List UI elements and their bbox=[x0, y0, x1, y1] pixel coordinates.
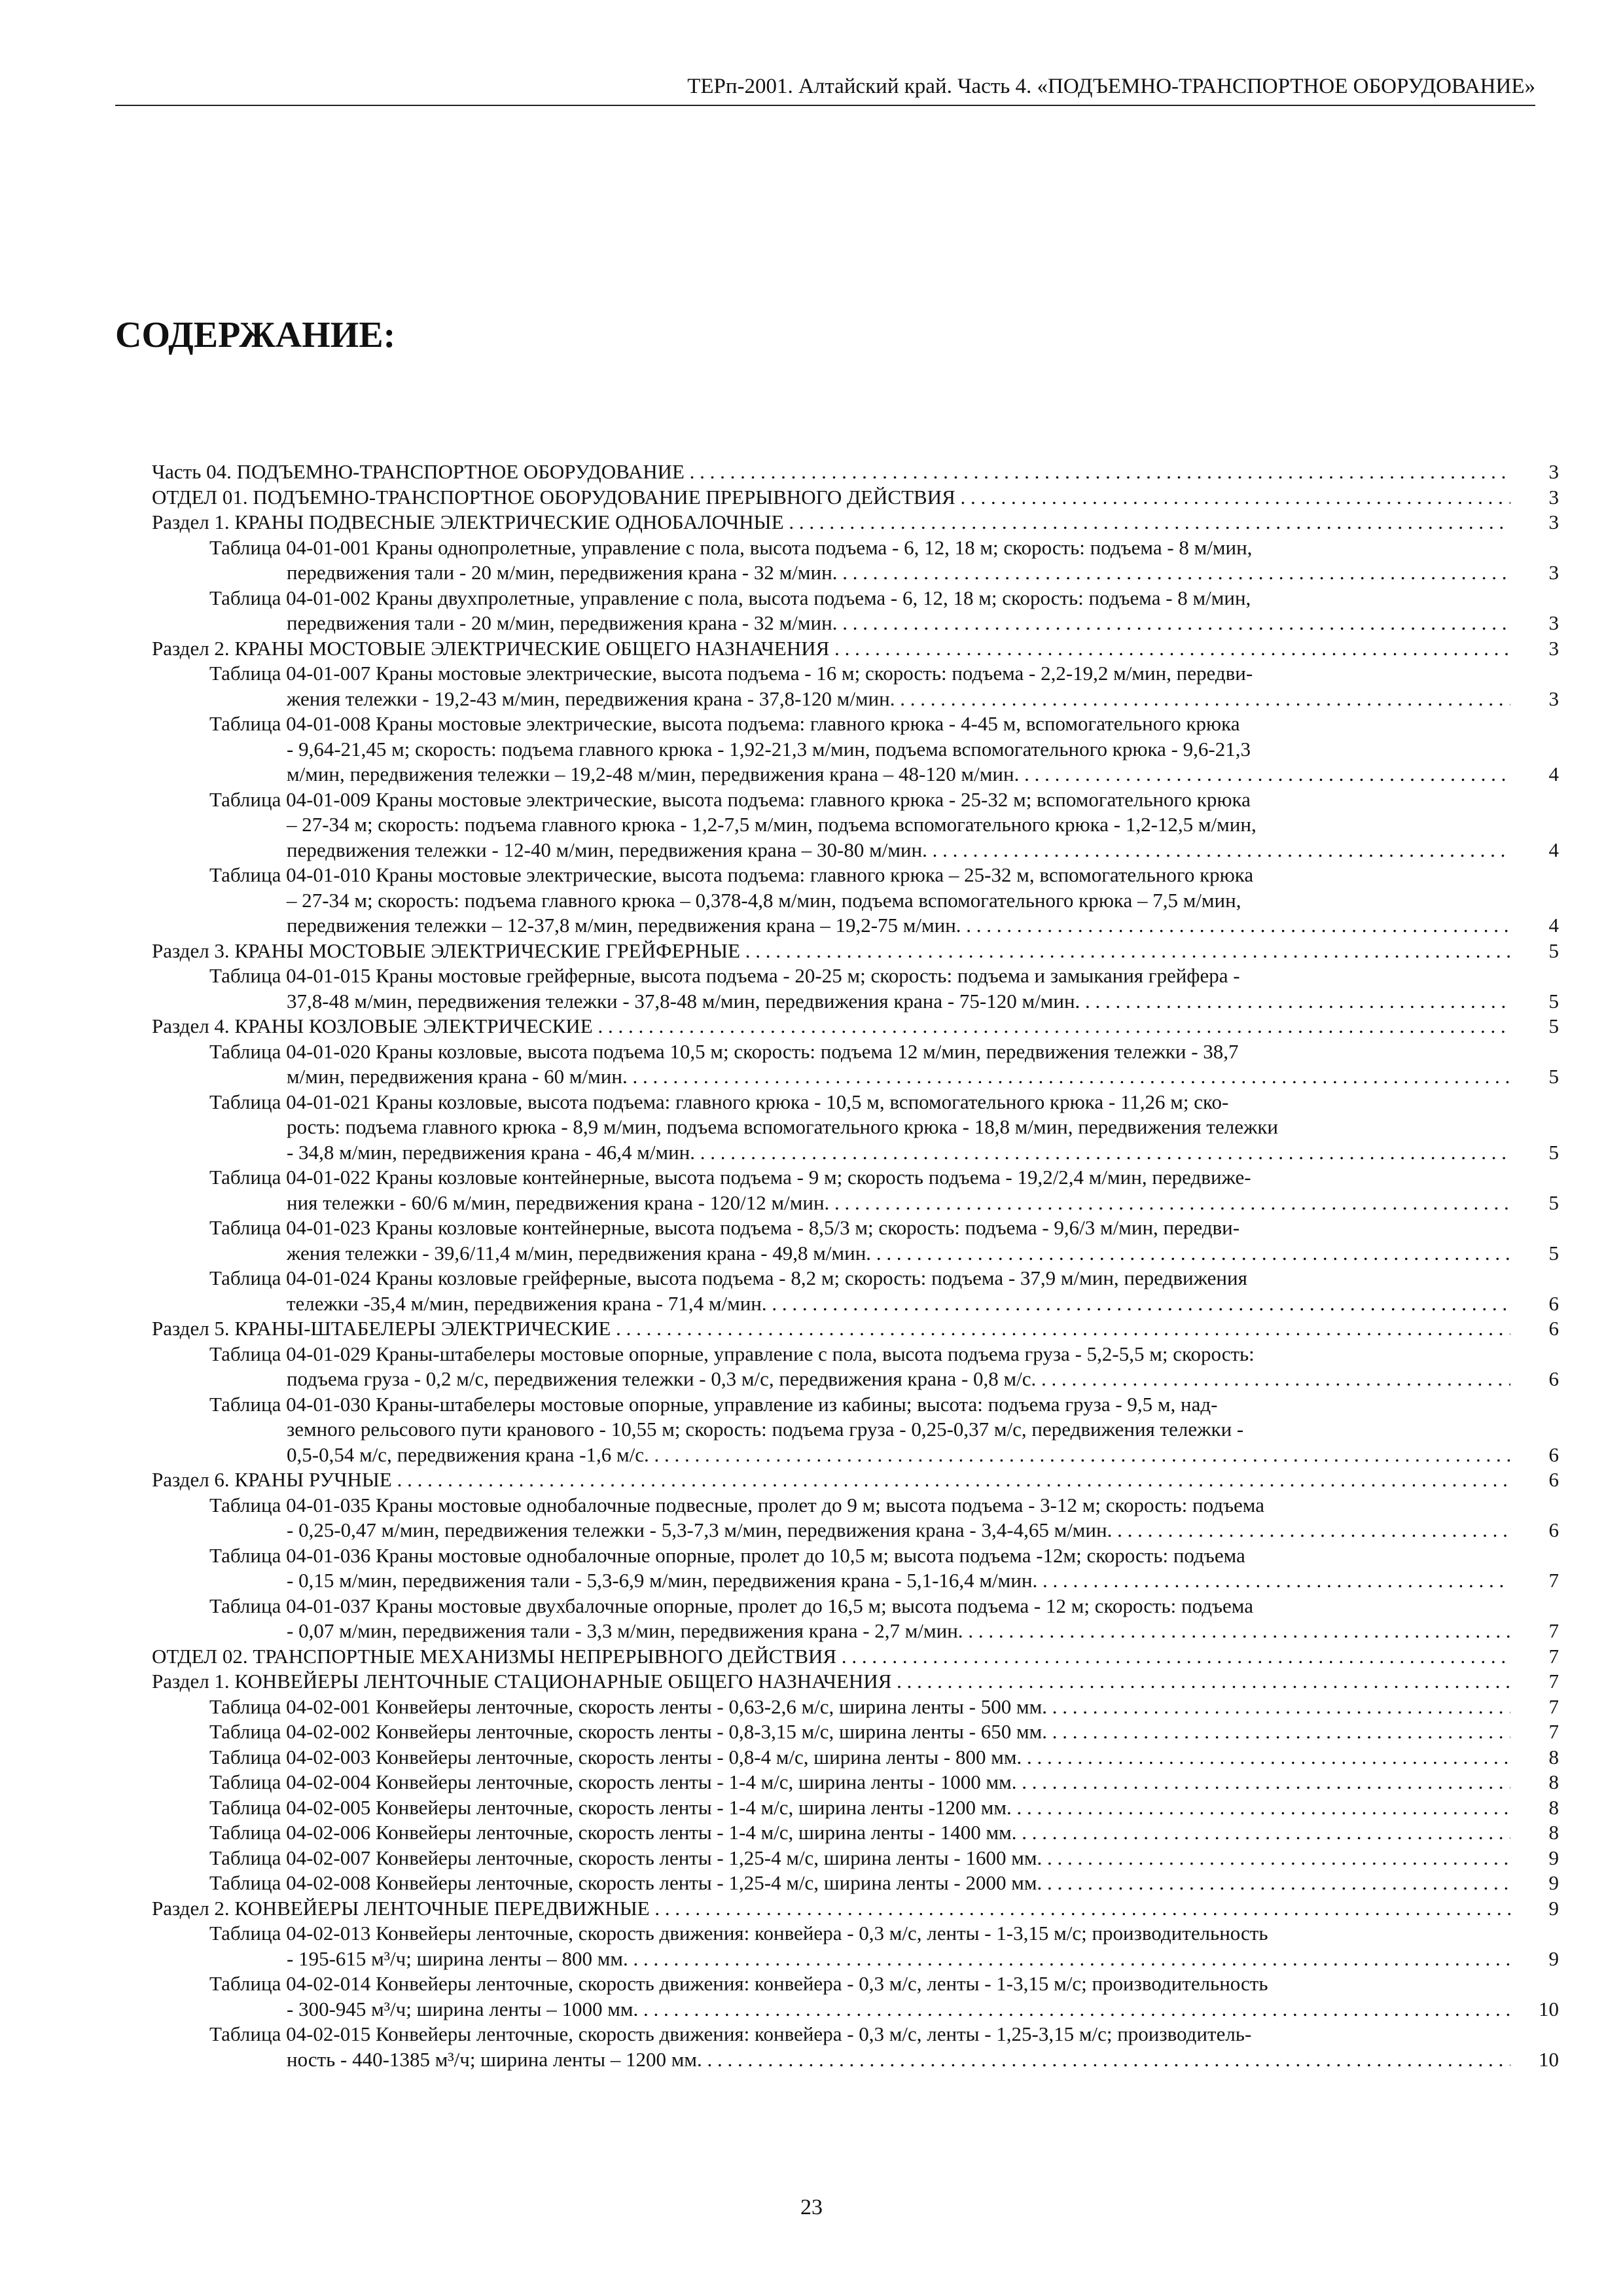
toc-entry-line: Раздел 5. КРАНЫ-ШТАБЕЛЕРЫ ЭЛЕКТРИЧЕСКИЕ . . . bbox=[152, 1316, 1510, 1342]
toc-table-entry bbox=[152, 1921, 1559, 1971]
toc-page-number: 5 bbox=[1548, 989, 1559, 1013]
toc-entry-text bbox=[152, 1467, 1510, 1493]
toc-page-number: 7 bbox=[1548, 1720, 1559, 1743]
toc-section-entry bbox=[152, 1014, 1559, 1039]
toc-table-entry bbox=[152, 586, 1559, 636]
toc-entry-text bbox=[152, 636, 1510, 662]
toc-entry-text bbox=[152, 939, 1510, 964]
page-number: 23 bbox=[800, 2195, 823, 2219]
toc-page-number: 10 bbox=[1539, 1997, 1559, 2020]
toc-page-number: 9 bbox=[1548, 1896, 1559, 1920]
toc-table-entry bbox=[152, 1846, 1559, 1871]
toc-entry-text bbox=[209, 2022, 1510, 2072]
toc-entry-line: Таблица 04-01-007 Краны мостовые электрические, высота подъема - 16 м; скорость: подъема - 2,2-19,2 м/мин, передви- bbox=[209, 662, 1253, 685]
toc-entry-line: 0,5-0,54 м/с, передвижения крана -1,6 м/с. . . . bbox=[209, 1443, 1510, 1468]
toc-entry-text bbox=[209, 535, 1510, 586]
toc-entry-text bbox=[152, 510, 1510, 535]
toc-entry-line: Таблица 04-01-010 Краны мостовые электрические, высота подъема: главного крюка – 25-32 м, вспомогательного крюка bbox=[209, 863, 1254, 886]
toc-entry-line: жения тележки - 19,2-43 м/мин, передвижения крана - 37,8-120 м/мин. . . . bbox=[209, 687, 1510, 712]
toc-table-entry bbox=[152, 1745, 1559, 1770]
toc-table-entry bbox=[152, 1090, 1559, 1166]
toc-entry-line: - 0,25-0,47 м/мин, передвижения тележки - 5,3-7,3 м/мин, передвижения крана - 3,4-4,65 м/мин. . . . bbox=[209, 1518, 1510, 1543]
toc-entry-line: 37,8-48 м/мин, передвижения тележки - 37,8-48 м/мин, передвижения крана - 75-120 м/мин. . . . bbox=[209, 989, 1510, 1014]
toc-page-number: 6 bbox=[1548, 1291, 1559, 1315]
toc-entry-text bbox=[209, 863, 1510, 939]
toc-table-entry bbox=[152, 1493, 1559, 1543]
toc-section-entry bbox=[152, 1644, 1559, 1670]
toc-section-entry bbox=[152, 636, 1559, 662]
toc-entry-line: передвижения тележки – 12-37,8 м/мин, передвижения крана – 19,2-75 м/мин. . . . bbox=[209, 913, 1510, 939]
toc-page-number: 9 bbox=[1548, 1946, 1559, 1970]
toc-section-entry bbox=[152, 1316, 1559, 1342]
toc-section-entry bbox=[152, 939, 1559, 964]
toc-entry-line: Таблица 04-02-013 Конвейеры ленточные, скорость движения: конвейера - 0,3 м/с, ленты - 1-3,15 м/с; производительность bbox=[209, 1922, 1268, 1945]
toc-entry-line: передвижения тали - 20 м/мин, передвижения крана - 32 м/мин. . . . bbox=[209, 560, 1510, 586]
toc-page-number: 5 bbox=[1548, 1191, 1559, 1214]
toc-entry-line: ОТДЕЛ 01. ПОДЪЕМНО-ТРАНСПОРТНОЕ ОБОРУДОВАНИЕ ПРЕРЫВНОГО ДЕЙСТВИЯ . . . bbox=[152, 485, 1510, 511]
toc-entry-line: Таблица 04-01-024 Краны козловые грейферные, высота подъема - 8,2 м; скорость: подъема - 37,9 м/мин, передвижения bbox=[209, 1266, 1247, 1289]
toc-entry-line: - 0,15 м/мин, передвижения тали - 5,3-6,9 м/мин, передвижения крана - 5,1-16,4 м/мин. . . . bbox=[209, 1568, 1510, 1594]
toc-entry-line: Таблица 04-01-015 Краны мостовые грейферные, высота подъема - 20-25 м; скорость: подъема и замыкания грейфера - bbox=[209, 964, 1240, 987]
toc-page-number: 7 bbox=[1548, 1644, 1559, 1668]
toc-entry-text bbox=[209, 1795, 1510, 1821]
toc-entry-line: Таблица 04-01-021 Краны козловые, высота подъема: главного крюка - 10,5 м, вспомогательного крюка - 11,26 м; ско- bbox=[209, 1090, 1229, 1113]
toc-entry-line: Таблица 04-02-014 Конвейеры ленточные, скорость движения: конвейера - 0,3 м/с, ленты - 1-3,15 м/с; производительность bbox=[209, 1972, 1268, 1995]
toc-entry-line: Раздел 1. КРАНЫ ПОДВЕСНЫЕ ЭЛЕКТРИЧЕСКИЕ ОДНОБАЛОЧНЫЕ . . . bbox=[152, 510, 1510, 535]
toc-entry-text bbox=[209, 1846, 1510, 1871]
toc-page-number: 3 bbox=[1548, 687, 1559, 710]
toc-section-entry bbox=[152, 485, 1559, 511]
toc-page-number: 6 bbox=[1548, 1468, 1559, 1491]
toc-page-number: 8 bbox=[1548, 1745, 1559, 1768]
toc-entry-text bbox=[209, 1871, 1510, 1896]
toc-page-number: 7 bbox=[1548, 1670, 1559, 1693]
toc-entry-line: Раздел 1. КОНВЕЙЕРЫ ЛЕНТОЧНЫЕ СТАЦИОНАРНЫЕ ОБЩЕГО НАЗНАЧЕНИЯ . . . bbox=[152, 1669, 1510, 1695]
toc-entry-text bbox=[209, 1090, 1510, 1166]
toc-entry-text bbox=[152, 1896, 1510, 1922]
toc-entry-line: - 34,8 м/мин, передвижения крана - 46,4 м/мин. . . . bbox=[209, 1140, 1510, 1166]
toc-page-number: 3 bbox=[1548, 485, 1559, 509]
toc-entry-line: Таблица 04-02-002 Конвейеры ленточные, скорость ленты - 0,8-3,15 м/с, ширина ленты - 650 мм. . . . bbox=[209, 1719, 1510, 1745]
toc-page-number: 5 bbox=[1548, 1065, 1559, 1088]
toc-page-number: 3 bbox=[1548, 511, 1559, 533]
toc-table-entry bbox=[152, 1719, 1559, 1745]
toc-table-entry bbox=[152, 1695, 1559, 1720]
toc-page-number: 9 bbox=[1548, 1846, 1559, 1869]
toc-entry-text bbox=[209, 1971, 1510, 2022]
toc-entry-text bbox=[209, 1342, 1510, 1392]
toc-entry-text bbox=[209, 1770, 1510, 1795]
toc-entry-line: жения тележки - 39,6/11,4 м/мин, передвижения крана - 49,8 м/мин. . . . bbox=[209, 1241, 1510, 1266]
toc-entry-line: Таблица 04-01-022 Краны козловые контейнерные, высота подъема - 9 м; скорость подъема - 19,2/2,4 м/мин, передвиже- bbox=[209, 1166, 1251, 1189]
toc-entry-line: Таблица 04-01-035 Краны мостовые однобалочные подвесные, пролет до 9 м; высота подъема - 3-12 м; скорость: подъема bbox=[209, 1493, 1264, 1516]
toc-table-entry bbox=[152, 863, 1559, 939]
toc-entry-text bbox=[209, 1266, 1510, 1316]
toc-entry-text bbox=[209, 711, 1510, 787]
toc-table-entry bbox=[152, 2022, 1559, 2072]
toc-entry-text bbox=[209, 586, 1510, 636]
toc-page-number: 6 bbox=[1548, 1317, 1559, 1340]
toc-entry-text bbox=[209, 1543, 1510, 1594]
toc-entry-text bbox=[209, 1820, 1510, 1846]
toc-section-entry bbox=[152, 1896, 1559, 1922]
toc-entry-text bbox=[209, 1493, 1510, 1543]
toc-entry-text bbox=[152, 1669, 1510, 1695]
toc-page-number: 7 bbox=[1548, 1569, 1559, 1592]
toc-page-number: 4 bbox=[1548, 838, 1559, 861]
toc-page-number: 7 bbox=[1548, 1619, 1559, 1642]
table-of-contents bbox=[152, 459, 1559, 2072]
toc-table-entry bbox=[152, 711, 1559, 787]
toc-entry-line: Раздел 2. КРАНЫ МОСТОВЫЕ ЭЛЕКТРИЧЕСКИЕ ОБЩЕГО НАЗНАЧЕНИЯ . . . bbox=[152, 636, 1510, 662]
toc-table-entry bbox=[152, 1215, 1559, 1266]
toc-page-number: 5 bbox=[1548, 1014, 1559, 1037]
toc-page-number: 5 bbox=[1548, 1241, 1559, 1265]
toc-entry-line: ния тележки - 60/6 м/мин, передвижения крана - 120/12 м/мин. . . . bbox=[209, 1191, 1510, 1216]
toc-entry-text bbox=[152, 459, 1510, 485]
toc-entry-text bbox=[209, 963, 1510, 1014]
toc-table-entry bbox=[152, 1795, 1559, 1821]
toc-entry-line: Часть 04. ПОДЪЕМНО-ТРАНСПОРТНОЕ ОБОРУДОВАНИЕ . . . bbox=[152, 459, 1510, 485]
toc-section-entry bbox=[152, 459, 1559, 485]
toc-entry-line: Таблица 04-01-029 Краны-штабелеры мостовые опорные, управление с пола, высота подъема груза - 5,2-5,5 м; скорость: bbox=[209, 1342, 1255, 1365]
toc-entry-text bbox=[152, 1316, 1510, 1342]
toc-table-entry bbox=[152, 1165, 1559, 1215]
toc-page-number: 5 bbox=[1548, 1140, 1559, 1164]
toc-page-number: 9 bbox=[1548, 1871, 1559, 1894]
toc-entry-line: м/мин, передвижения тележки – 19,2-48 м/мин, передвижения крана – 48-120 м/мин. . . . bbox=[209, 762, 1510, 787]
toc-entry-line: тележки -35,4 м/мин, передвижения крана - 71,4 м/мин. . . . bbox=[209, 1291, 1510, 1317]
toc-entry-text bbox=[209, 1215, 1510, 1266]
toc-entry-line: - 300-945 м³/ч; ширина ленты – 1000 мм. . . . bbox=[209, 1997, 1510, 2022]
toc-page-number: 4 bbox=[1548, 762, 1559, 785]
running-header: ТЕРп-2001. Алтайский край. Часть 4. «ПОДЪЕМНО-ТРАНСПОРТНОЕ ОБОРУДОВАНИЕ» bbox=[687, 75, 1535, 98]
toc-entry-line: Таблица 04-01-036 Краны мостовые однобалочные опорные, пролет до 10,5 м; высота подъема -12м; скорость: подъема bbox=[209, 1543, 1245, 1567]
toc-entry-line: - 0,07 м/мин, передвижения тали - 3,3 м/мин, передвижения крана - 2,7 м/мин. . . . bbox=[209, 1619, 1510, 1644]
toc-page-number: 7 bbox=[1548, 1695, 1559, 1718]
toc-entry-line: ность - 440-1385 м³/ч; ширина ленты – 1200 мм. . . . bbox=[209, 2047, 1510, 2073]
toc-table-entry bbox=[152, 1543, 1559, 1594]
toc-section-entry bbox=[152, 1669, 1559, 1695]
toc-entry-line: ОТДЕЛ 02. ТРАНСПОРТНЫЕ МЕХАНИЗМЫ НЕПРЕРЫВНОГО ДЕЙСТВИЯ . . . bbox=[152, 1644, 1510, 1670]
toc-table-entry bbox=[152, 535, 1559, 586]
toc-entry-line: Таблица 04-01-008 Краны мостовые электрические, высота подъема: главного крюка - 4-45 м, вспомогательного крюка bbox=[209, 712, 1240, 735]
toc-page-number: 8 bbox=[1548, 1795, 1559, 1819]
toc-entry-line: Таблица 04-01-030 Краны-штабелеры мостовые опорные, управление из кабины; высота: подъема груза - 9,5 м, над- bbox=[209, 1392, 1218, 1416]
toc-entry-text bbox=[209, 1719, 1510, 1745]
toc-entry-text bbox=[209, 1695, 1510, 1720]
toc-page-number: 6 bbox=[1548, 1443, 1559, 1466]
toc-entry-line: передвижения тележки - 12-40 м/мин, передвижения крана – 30-80 м/мин. . . . bbox=[209, 838, 1510, 863]
toc-entry-line: Таблица 04-02-005 Конвейеры ленточные, скорость ленты - 1-4 м/с, ширина ленты -1200 мм. . . . bbox=[209, 1795, 1510, 1821]
toc-page-number: 3 bbox=[1548, 460, 1559, 483]
header-rule bbox=[115, 105, 1535, 106]
toc-table-entry bbox=[152, 1871, 1559, 1896]
toc-entry-line: Таблица 04-01-037 Краны мостовые двухбалочные опорные, пролет до 16,5 м; высота подъема - 12 м; скорость: подъема bbox=[209, 1594, 1253, 1617]
toc-page-number: 10 bbox=[1539, 2047, 1559, 2071]
toc-entry-line: Таблица 04-02-004 Конвейеры ленточные, скорость ленты - 1-4 м/с, ширина ленты - 1000 мм. . . . bbox=[209, 1770, 1510, 1795]
toc-table-entry bbox=[152, 1039, 1559, 1090]
toc-table-entry bbox=[152, 1594, 1559, 1644]
toc-entry-line: передвижения тали - 20 м/мин, передвижения крана - 32 м/мин. . . . bbox=[209, 611, 1510, 636]
toc-entry-line: Таблица 04-02-001 Конвейеры ленточные, скорость ленты - 0,63-2,6 м/с, ширина ленты - 500 мм. . . . bbox=[209, 1695, 1510, 1720]
toc-entry-line: Таблица 04-01-001 Краны однопролетные, управление с пола, высота подъема - 6, 12, 18 м; скорость: подъема - 8 м/мин, bbox=[209, 535, 1253, 559]
toc-table-entry bbox=[152, 1820, 1559, 1846]
toc-entry-line: Раздел 2. КОНВЕЙЕРЫ ЛЕНТОЧНЫЕ ПЕРЕДВИЖНЫЕ . . . bbox=[152, 1896, 1510, 1922]
toc-page-number: 8 bbox=[1548, 1770, 1559, 1793]
toc-page-number: 4 bbox=[1548, 914, 1559, 937]
toc-section-entry bbox=[152, 510, 1559, 535]
toc-table-entry bbox=[152, 787, 1559, 863]
toc-entry-line: Раздел 6. КРАНЫ РУЧНЫЕ . . . bbox=[152, 1467, 1510, 1493]
toc-entry-line: Таблица 04-02-006 Конвейеры ленточные, скорость ленты - 1-4 м/с, ширина ленты - 1400 мм. . . . bbox=[209, 1820, 1510, 1846]
toc-entry-line: - 195-615 м³/ч; ширина ленты – 800 мм. . . . bbox=[209, 1946, 1510, 1972]
toc-page-number: 6 bbox=[1548, 1367, 1559, 1390]
toc-entry-text bbox=[152, 1644, 1510, 1670]
toc-entry-text bbox=[152, 485, 1510, 511]
toc-entry-text bbox=[209, 661, 1510, 711]
toc-entry-text bbox=[152, 1014, 1510, 1039]
toc-entry-text bbox=[209, 1594, 1510, 1644]
toc-entry-text bbox=[209, 1392, 1510, 1468]
toc-entry-line: - 9,64-21,45 м; скорость: подъема главного крюка - 1,92-21,3 м/мин, подъема вспомогательного крюка - 9,6-21,3 bbox=[287, 737, 1251, 761]
toc-page-number: 3 bbox=[1548, 636, 1559, 660]
toc-entry-line: Таблица 04-02-008 Конвейеры ленточные, скорость ленты - 1,25-4 м/с, ширина ленты - 2000 мм. . . . bbox=[209, 1871, 1510, 1896]
toc-table-entry bbox=[152, 1971, 1559, 2022]
page-title: СОДЕРЖАНИЕ: bbox=[115, 315, 396, 355]
toc-table-entry bbox=[152, 1392, 1559, 1468]
toc-page-number: 6 bbox=[1548, 1518, 1559, 1541]
toc-entry-line: Таблица 04-01-009 Краны мостовые электрические, высота подъема: главного крюка - 25-32 м; вспомогательного крюка bbox=[209, 787, 1251, 811]
toc-table-entry bbox=[152, 1342, 1559, 1392]
toc-table-entry bbox=[152, 661, 1559, 711]
toc-entry-line: Таблица 04-01-020 Краны козловые, высота подъема 10,5 м; скорость: подъема 12 м/мин, передвижения тележки - 38,7 bbox=[209, 1039, 1239, 1063]
toc-entry-line: м/мин, передвижения крана - 60 м/мин. . . . bbox=[209, 1064, 1510, 1090]
toc-entry-line: земного рельсового пути кранового - 10,55 м; скорость: подъема груза - 0,25-0,37 м/с, передвижения тележки - bbox=[287, 1418, 1244, 1441]
toc-page-number: 8 bbox=[1548, 1821, 1559, 1844]
toc-entry-line: Таблица 04-01-002 Краны двухпролетные, управление с пола, высота подъема - 6, 12, 18 м; скорость: подъема - 8 м/мин, bbox=[209, 586, 1251, 609]
toc-entry-line: рость: подъема главного крюка - 8,9 м/мин, подъема вспомогательного крюка - 18,8 м/мин, передвижения тележки bbox=[287, 1115, 1279, 1138]
toc-table-entry bbox=[152, 963, 1559, 1014]
toc-entry-text bbox=[209, 1921, 1510, 1971]
toc-entry-text bbox=[209, 1165, 1510, 1215]
toc-entry-line: – 27-34 м; скорость: подъема главного крюка - 1,2-7,5 м/мин, подъема вспомогательного крюка - 1,2-12,5 м/мин, bbox=[287, 813, 1257, 836]
toc-entry-line: подъема груза - 0,2 м/с, передвижения тележки - 0,3 м/с, передвижения крана - 0,8 м/с. . . . bbox=[209, 1367, 1510, 1392]
toc-entry-text bbox=[209, 1039, 1510, 1090]
toc-entry-text bbox=[209, 787, 1510, 863]
toc-page-number: 5 bbox=[1548, 939, 1559, 962]
toc-entry-line: – 27-34 м; скорость: подъема главного крюка – 0,378-4,8 м/мин, подъема вспомогательного крюка – 7,5 м/мин, bbox=[287, 888, 1241, 912]
toc-entry-line: Раздел 4. КРАНЫ КОЗЛОВЫЕ ЭЛЕКТРИЧЕСКИЕ . . . bbox=[152, 1014, 1510, 1039]
toc-entry-text bbox=[209, 1745, 1510, 1770]
toc-entry-line: Таблица 04-02-003 Конвейеры ленточные, скорость ленты - 0,8-4 м/с, ширина ленты - 800 мм. . . . bbox=[209, 1745, 1510, 1770]
toc-table-entry bbox=[152, 1266, 1559, 1316]
toc-section-entry bbox=[152, 1467, 1559, 1493]
toc-entry-line: Таблица 04-02-015 Конвейеры ленточные, скорость движения: конвейера - 0,3 м/с, ленты - 1,25-3,15 м/с; производитель- bbox=[209, 2022, 1252, 2045]
toc-page-number: 3 bbox=[1548, 611, 1559, 634]
toc-entry-line: Таблица 04-02-007 Конвейеры ленточные, скорость ленты - 1,25-4 м/с, ширина ленты - 1600 мм. . . . bbox=[209, 1846, 1510, 1871]
toc-entry-line: Раздел 3. КРАНЫ МОСТОВЫЕ ЭЛЕКТРИЧЕСКИЕ ГРЕЙФЕРНЫЕ . . . bbox=[152, 939, 1510, 964]
toc-entry-line: Таблица 04-01-023 Краны козловые контейнерные, высота подъема - 8,5/3 м; скорость: подъема - 9,6/3 м/мин, передви- bbox=[209, 1216, 1240, 1239]
toc-page-number: 3 bbox=[1548, 561, 1559, 584]
toc-table-entry bbox=[152, 1770, 1559, 1795]
